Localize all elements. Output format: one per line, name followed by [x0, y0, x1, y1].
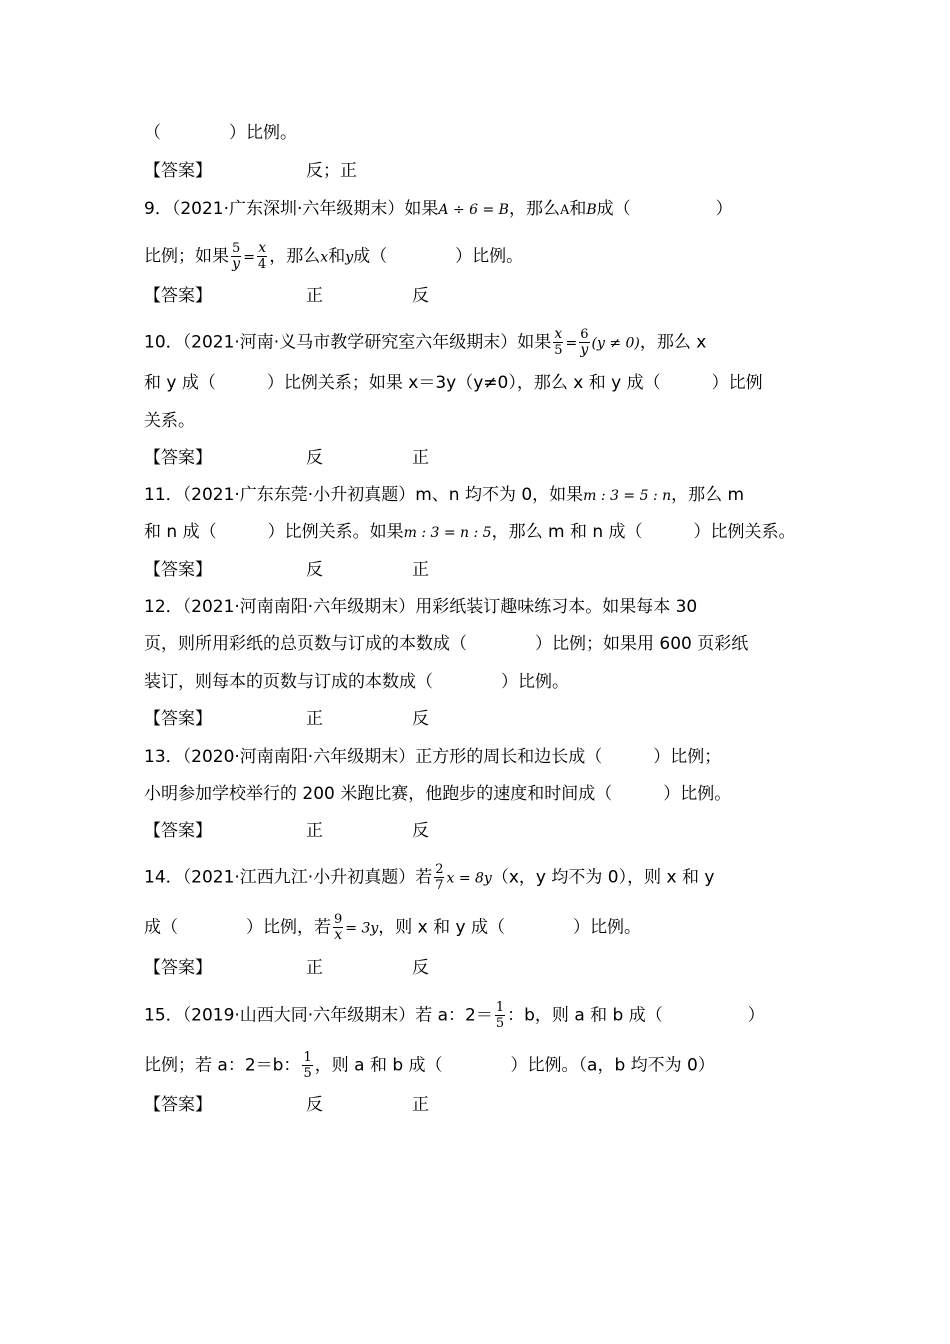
- fraction: $\frac{5}{y}$: [232, 241, 241, 272]
- answer-label: 【答案】: [144, 560, 212, 580]
- answer-value: 反: [306, 560, 323, 580]
- equation: A ÷ 6 = B: [438, 202, 509, 218]
- answer-row-8: [144, 160, 357, 182]
- fraction: $\frac{x}{4}$: [258, 240, 267, 272]
- answer-value: 反: [306, 448, 323, 468]
- question-12-line-3: 装订，则每本的页数与订成的本数成（ ）比例。: [144, 672, 569, 692]
- answer-value: 正: [306, 958, 323, 978]
- question-14-line-2: [144, 912, 641, 943]
- question-15-line-1: [144, 1000, 765, 1031]
- question-8-tail: （ ）比例。: [144, 123, 297, 143]
- answer-value: 反；正: [306, 161, 357, 181]
- answer-label: 【答案】: [144, 286, 212, 306]
- answer-value: 正: [412, 1095, 429, 1115]
- answer-label: 【答案】: [144, 1095, 212, 1115]
- answer-label: 【答案】: [144, 958, 212, 978]
- question-12-line-2: 页，则所用彩纸的总页数与订成的本数成（ ）比例；如果用 600 页彩纸: [144, 634, 749, 654]
- question-12-line-1: 12．（2021·河南南阳·六年级期末）用彩纸装订趣味练习本。如果每本 30: [144, 597, 698, 617]
- question-text: 和: [328, 246, 346, 267]
- answer-row-9: [144, 285, 429, 307]
- answer-label: 【答案】: [144, 821, 212, 841]
- fraction: $\frac{1}{5}$: [495, 1000, 505, 1031]
- fraction: $\frac{x}{5}$: [554, 326, 563, 358]
- question-9-line-1: [144, 198, 733, 222]
- answer-value: 反: [412, 709, 429, 729]
- fraction: $\frac{1}{5}$: [303, 1050, 312, 1081]
- question-text: 比例；若 a：2＝b：: [144, 1055, 301, 1076]
- answer-value: 正: [306, 821, 323, 841]
- answer-row-14: [144, 957, 429, 979]
- answer-label: 【答案】: [144, 448, 212, 468]
- answer-value: 反: [412, 821, 429, 841]
- question-text: ，那么: [508, 199, 560, 219]
- answer-row-10: [144, 447, 429, 469]
- equals-sign: =: [565, 335, 578, 352]
- answer-value: 反: [306, 1095, 323, 1115]
- equals-sign: =: [243, 249, 256, 266]
- question-10-line-3: 关系。: [144, 411, 195, 431]
- answer-label: 【答案】: [144, 709, 212, 729]
- equation: m : 3 = 5 : n: [583, 488, 672, 504]
- answer-value: 正: [412, 560, 429, 580]
- condition: (y ≠ 0): [591, 335, 640, 352]
- question-text: ，那么: [269, 246, 321, 267]
- question-10-line-2: 和 y 成（ ）比例关系；如果 x＝3y（y≠0），那么 x 和 y 成（ ）比例: [144, 373, 763, 393]
- question-text: 15．（2019·山西大同·六年级期末）若 a：2＝: [144, 1005, 493, 1026]
- answer-row-15: [144, 1094, 429, 1116]
- variable: y: [345, 249, 354, 266]
- question-text: 成（ ）比例，若: [144, 917, 331, 938]
- equation: = 3y: [345, 920, 379, 937]
- equation: m : 3 = n : 5: [403, 525, 492, 541]
- variable: B: [586, 202, 597, 218]
- fraction: $\frac{6}{y}$: [580, 327, 589, 358]
- question-11-line-1: [144, 484, 744, 507]
- equation: x = 8y: [446, 870, 492, 887]
- question-text: 10．（2021·河南·义马市教学研究室六年级期末）如果: [144, 332, 552, 353]
- question-text: 11．（2021·广东东莞·小升初真题）m、n 均不为 0，如果: [144, 485, 584, 505]
- question-text: （x，y 均不为 0），则 x 和 y: [491, 867, 715, 888]
- answer-label: 【答案】: [144, 161, 212, 181]
- variable: x: [320, 249, 329, 266]
- question-text: 比例；如果: [144, 246, 229, 267]
- question-text: ，那么 m 和 n 成（ ）比例关系。: [491, 522, 796, 542]
- question-13-line-1: 13．（2020·河南南阳·六年级期末）正方形的周长和边长成（ ）比例；: [144, 747, 722, 767]
- question-text: 14．（2021·江西九江·小升初真题）若: [144, 867, 433, 888]
- question-10-line-1: [144, 327, 706, 358]
- question-text: 成（ ）: [596, 199, 733, 219]
- question-14-line-1: [144, 862, 714, 893]
- fraction: $\frac{9}{x}$: [334, 912, 343, 943]
- question-text: ，那么 m: [671, 485, 745, 505]
- question-text: ，则 a 和 b 成（ ）比例。（a，b 均不为 0）: [314, 1055, 715, 1076]
- variable: A: [559, 203, 570, 218]
- answer-row-12: [144, 708, 429, 730]
- answer-value: 反: [412, 286, 429, 306]
- question-text: ，则 x 和 y 成（ ）比例。: [378, 917, 642, 938]
- question-9-line-2: [144, 241, 523, 272]
- fraction: $\frac{2}{7}$: [435, 862, 444, 893]
- question-text: 和 n 成（ ）比例关系。如果: [144, 522, 404, 542]
- question-text: ，那么 x: [639, 332, 707, 353]
- question-15-line-2: [144, 1050, 715, 1081]
- question-text: 9．（2021·广东深圳·六年级期末）如果: [144, 199, 439, 219]
- answer-row-13: [144, 820, 429, 842]
- answer-row-11: [144, 559, 429, 581]
- answer-value: 反: [412, 958, 429, 978]
- question-13-line-2: 小明参加学校举行的 200 米跑比赛，他跑步的速度和时间成（ ）比例。: [144, 784, 732, 804]
- question-11-line-2: [144, 521, 796, 544]
- answer-value: 正: [412, 448, 429, 468]
- question-text: 成（ ）比例。: [353, 246, 524, 267]
- answer-value: 正: [306, 286, 323, 306]
- question-text: ：b，则 a 和 b 成（ ）: [507, 1005, 765, 1026]
- answer-value: 正: [306, 709, 323, 729]
- question-text: 和: [569, 199, 587, 219]
